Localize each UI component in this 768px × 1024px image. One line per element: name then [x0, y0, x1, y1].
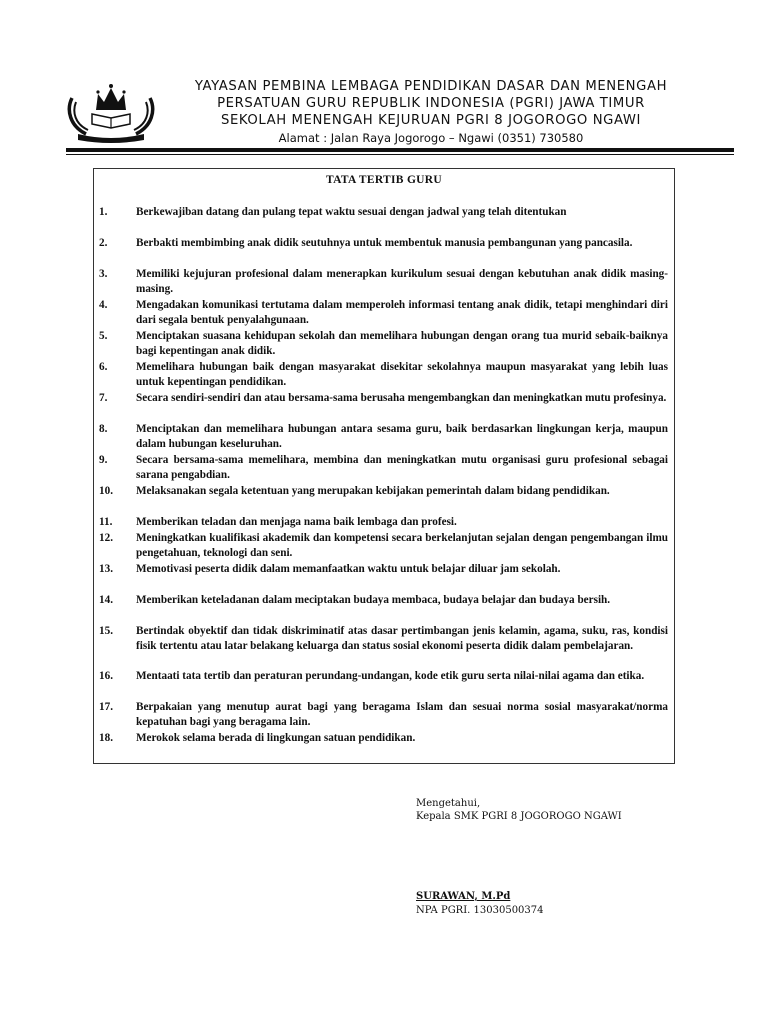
rule-number: 3.: [99, 268, 108, 280]
rule-number: 15.: [99, 625, 113, 637]
rule-text: Melaksanakan segala ketentuan yang merupakan kebijakan pemerintah dalam bidang pendidikan.: [136, 485, 610, 497]
rule-item: [99, 562, 671, 593]
rules-box: [93, 168, 675, 764]
rule-item: [99, 329, 671, 360]
rule-item: [99, 484, 671, 515]
rule-item: [99, 391, 671, 422]
signatory-npa: NPA PGRI. 13030500374: [416, 905, 544, 916]
rule-item: [99, 700, 671, 731]
rule-text: Mengadakan komunikasi tertutama dalam memperoleh informasi tentang anak didik, tetapi menghindari diri dari segala bentuk penyalahgunaan.: [136, 299, 668, 326]
rule-number: 11.: [99, 516, 113, 528]
rule-number: 16.: [99, 670, 113, 682]
school-name: SEKOLAH MENENGAH KEJURUAN PGRI 8 JOGOROGO NGAWI: [220, 113, 642, 128]
rule-text: Berbakti membimbing anak didik seutuhnya untuk membentuk manusia pembangunan yang pancasila.: [136, 237, 633, 249]
rule-item: [99, 205, 671, 236]
foundation-name: YAYASAN PEMBINA LEMBAGA PENDIDIKAN DASAR DAN MENENGAH: [194, 79, 668, 94]
rule-text: Secara bersama-sama memelihara, membina dan meningkatkan mutu organisasi guru profesional sebagai sarana pengabdian.: [136, 454, 668, 481]
rule-item: [99, 624, 671, 669]
rule-text: Memberikan keteladanan dalam meciptakan budaya membaca, budaya belajar dan budaya bersih.: [136, 594, 611, 606]
letterhead: [140, 78, 722, 147]
rule-item: [99, 360, 671, 391]
rule-text: Menciptakan dan memelihara hubungan antara sesama guru, baik berdasarkan lingkungan kerja, maupun dalam hubungan keseluruhan.: [136, 423, 668, 450]
rule-number: 8.: [99, 423, 108, 435]
rule-item: [99, 515, 671, 531]
header-divider-thin: [66, 154, 734, 155]
document-title: TATA TERTIB GURU: [325, 174, 442, 186]
rule-number: 18.: [99, 732, 113, 744]
rule-text: Merokok selama berada di lingkungan satuan pendidikan.: [136, 732, 416, 744]
rule-number: 2.: [99, 237, 108, 249]
rule-number: 14.: [99, 594, 113, 606]
rule-text: Secara sendiri-sendiri dan atau bersama-sama berusaha mengembangkan dan meningkatkan mutu profesinya.: [136, 392, 667, 404]
school-address: Alamat : Jalan Raya Jogorogo – Ngawi (0351) 730580: [278, 131, 584, 145]
rule-number: 6.: [99, 361, 108, 373]
rule-item: [99, 236, 671, 267]
rule-item: [99, 531, 671, 562]
rule-text: Meningkatkan kualifikasi akademik dan kompetensi secara berkelanjutan sejalan dengan pengembangan ilmu pengetahuan, teknologi dan seni.: [136, 532, 668, 559]
rule-number: 1.: [99, 206, 108, 218]
rule-item: [99, 298, 671, 329]
rule-text: Memberikan teladan dan menjaga nama baik lembaga dan profesi.: [136, 516, 457, 528]
rule-text: Berkewajiban datang dan pulang tepat waktu sesuai dengan jadwal yang telah ditentukan: [136, 206, 567, 218]
rule-text: Memotivasi peserta didik dalam memanfaatkan waktu untuk belajar diluar jam sekolah.: [136, 563, 561, 575]
rule-item: [99, 731, 671, 747]
rule-text: Mentaati tata tertib dan peraturan perundang-undangan, kode etik guru serta nilai-nilai agama dan etika.: [136, 670, 645, 682]
rule-number: 7.: [99, 392, 108, 404]
signatory-position: Kepala SMK PGRI 8 JOGOROGO NGAWI: [416, 811, 622, 822]
rule-text: Bertindak obyektif dan tidak diskriminatif atas dasar pertimbangan jenis kelamin, agama, suku, ras, kondisi fisik tertentu atau latar belakang keluarga dan status sosial ekonomi peserta didik dalam pembelajaran.: [136, 625, 668, 652]
rule-number: 5.: [99, 330, 108, 342]
rule-text: Menciptakan suasana kehidupan sekolah dan memelihara hubungan dengan orang tua murid sebaik-baiknya bagi kepentingan anak didik.: [136, 330, 668, 357]
rule-number: 9.: [99, 454, 108, 466]
signatory-name: SURAWAN, M.Pd: [416, 891, 511, 902]
rule-number: 13.: [99, 563, 113, 575]
rule-number: 12.: [99, 532, 113, 544]
rule-text: Berpakaian yang menutup aurat bagi yang beragama Islam dan sesuai norma sosial masyarakat/norma kepatuhan bagi yang beragama lain.: [136, 701, 668, 728]
rule-item: [99, 453, 671, 484]
rule-item: [99, 669, 671, 700]
header-divider-thick: [66, 148, 734, 152]
rules-list: [99, 205, 671, 747]
rule-number: 17.: [99, 701, 113, 713]
rule-number: 10.: [99, 485, 113, 497]
rule-text: Memiliki kejujuran profesional dalam menerapkan kurikulum sesuai dengan kebutuhan anak didik masing-masing.: [136, 268, 668, 295]
rule-item: [99, 422, 671, 453]
acknowledge-label: Mengetahui,: [416, 798, 481, 809]
rule-item: [99, 267, 671, 298]
rule-item: [99, 593, 671, 624]
organization-name: PERSATUAN GURU REPUBLIK INDONESIA (PGRI) JAWA TIMUR: [217, 96, 645, 111]
rule-number: 4.: [99, 299, 108, 311]
rule-text: Memelihara hubungan baik dengan masyarakat disekitar sekolahnya maupun masyarakat yang lebih luas untuk kepentingan pendidikan.: [136, 361, 668, 388]
